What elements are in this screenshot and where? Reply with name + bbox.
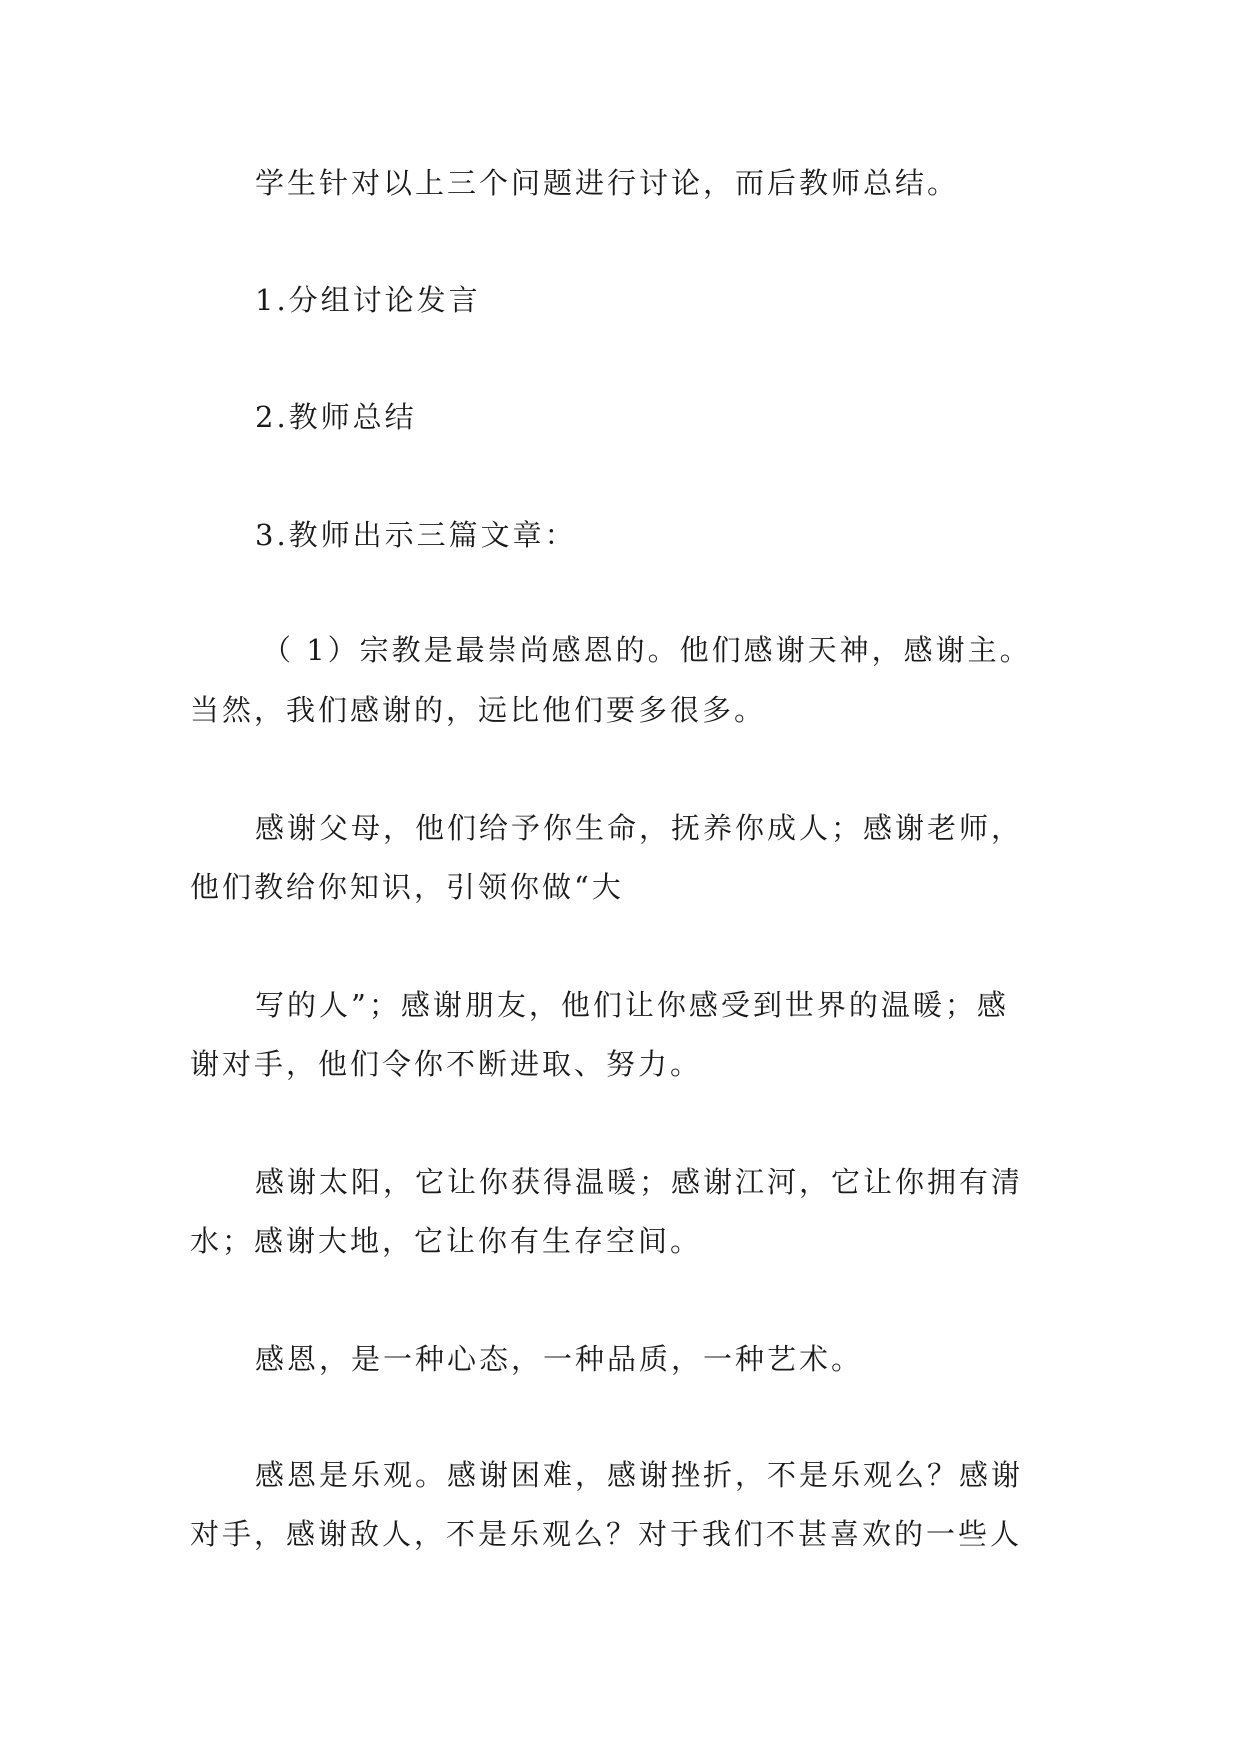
paragraph-thank-friends-line-1: 写的人”；感谢朋友，他们让你感受到世界的温暖；感 xyxy=(255,988,1009,1022)
paragraph-religion-line-2: 当然，我们感谢的，远比他们要多很多。 xyxy=(190,693,767,727)
paragraph-thank-nature-line-2: 水；感谢大地，它让你有生存空间。 xyxy=(190,1224,703,1258)
paragraph-religion-line-1: （ 1）宗教是最崇尚感恩的。他们感谢天神，感谢主。 xyxy=(262,633,1032,667)
paragraph-gratitude-definition: 感恩，是一种心态，一种品质，一种艺术。 xyxy=(255,1342,864,1376)
list-item-2: 2.教师总结 xyxy=(255,400,417,434)
paragraph-discussion-intro: 学生针对以上三个问题进行讨论，而后教师总结。 xyxy=(255,166,960,200)
list-item-1: 1.分组讨论发言 xyxy=(255,283,481,317)
paragraph-thank-nature-line-1: 感谢太阳，它让你获得温暖；感谢江河，它让你拥有清 xyxy=(255,1165,1024,1199)
paragraph-thank-parents-line-2: 他们教给你知识，引领你做“大 xyxy=(190,870,624,904)
paragraph-gratitude-optimism-line-1: 感恩是乐观。感谢困难，感谢挫折，不是乐观么？感谢 xyxy=(255,1458,1024,1492)
list-item-3: 3.教师出示三篇文章： xyxy=(255,518,577,552)
paragraph-gratitude-optimism-line-2: 对手，感谢敌人，不是乐观么？对于我们不甚喜欢的一些人 xyxy=(190,1517,1023,1551)
paragraph-thank-parents-line-1: 感谢父母，他们给予你生命，抚养你成人；感谢老师， xyxy=(255,811,1024,845)
paragraph-thank-friends-line-2: 谢对手，他们令你不断进取、努力。 xyxy=(190,1047,703,1081)
